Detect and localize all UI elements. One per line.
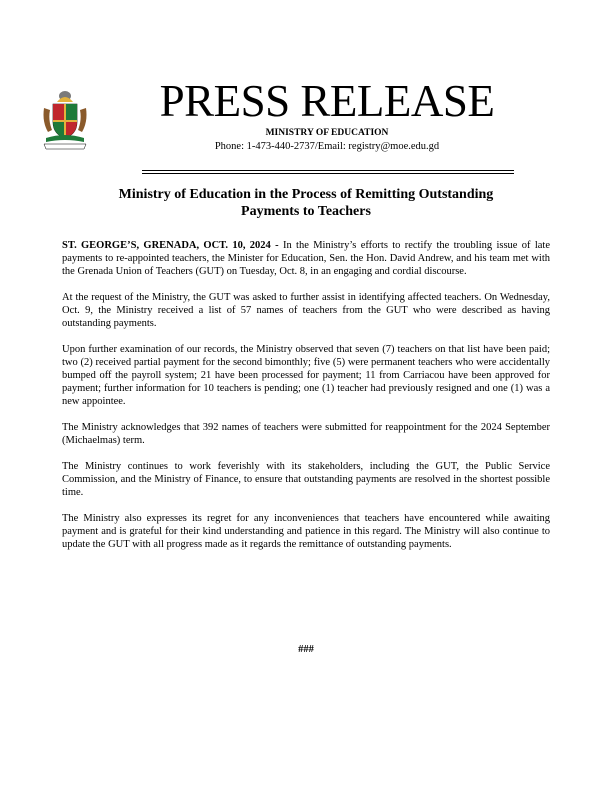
coat-of-arms-icon xyxy=(40,88,90,152)
paragraph-5: The Ministry continues to work feverishly with its stakeholders, including the GUT, the Public Service Commission, and the Ministry of Finance, to ensure that outstanding payments are resolved in the shortest possible time. xyxy=(62,461,550,498)
dateline: ST. GEORGE’S, GRENADA, OCT. 10, 2024 - xyxy=(62,240,279,251)
article-body xyxy=(62,239,550,564)
paragraph-1-text: In the Ministry’s efforts to rectify the troubling issue of late payments to re-appointed teachers, the Minister for Education, Sen. the Hon. David Andrew, and his team met with the Grenada Union of Teachers (GUT) on Tuesday, Oct. 8, in an engaging and cordial discourse. xyxy=(62,240,550,277)
contact-line: Phone: 1-473-440-2737/Email: registry@moe.edu.gd xyxy=(214,141,440,152)
header-divider-bottom xyxy=(142,173,514,174)
page-title: PRESS RELEASE xyxy=(159,76,495,126)
paragraph-4: The Ministry acknowledges that 392 names of teachers were submitted for reappointment for the 2024 September (Michaelmas) term. xyxy=(62,422,550,446)
header-divider-top xyxy=(142,170,514,171)
end-mark: ### xyxy=(298,644,314,655)
paragraph-6: The Ministry also expresses its regret for any inconveniences that teachers have encountered while awaiting payment and is grateful for their kind understanding and patience in this regard. The Ministry will also continue to update the GUT with all progress made as it regards the remittance of outstanding payments. xyxy=(62,513,550,550)
headline xyxy=(62,186,550,220)
paragraph-1 xyxy=(62,239,550,278)
headline-line-2: Payments to Teachers xyxy=(241,204,371,219)
paragraph-2: At the request of the Ministry, the GUT was asked to further assist in identifying affected teachers. On Wednesday, Oct. 9, the Ministry received a list of 57 names of teachers from the GUT who were described as having outstanding payments. xyxy=(62,292,550,329)
headline-line-1: Ministry of Education in the Process of Remitting Outstanding xyxy=(118,187,494,202)
paragraph-3: Upon further examination of our records, the Ministry observed that seven (7) teachers on that list have been paid; two (2) received partial payment for the second bimonthly; five (5) were permanent teachers who were accidentally bumped off the payroll system; 21 have been processed for payment; 11 from Carriacou have been approved for payment; further information for 10 teachers is pending; one (1) teacher had previously resigned and one (1) was a new appointee. xyxy=(62,344,550,407)
ministry-name: MINISTRY OF EDUCATION xyxy=(265,128,389,138)
